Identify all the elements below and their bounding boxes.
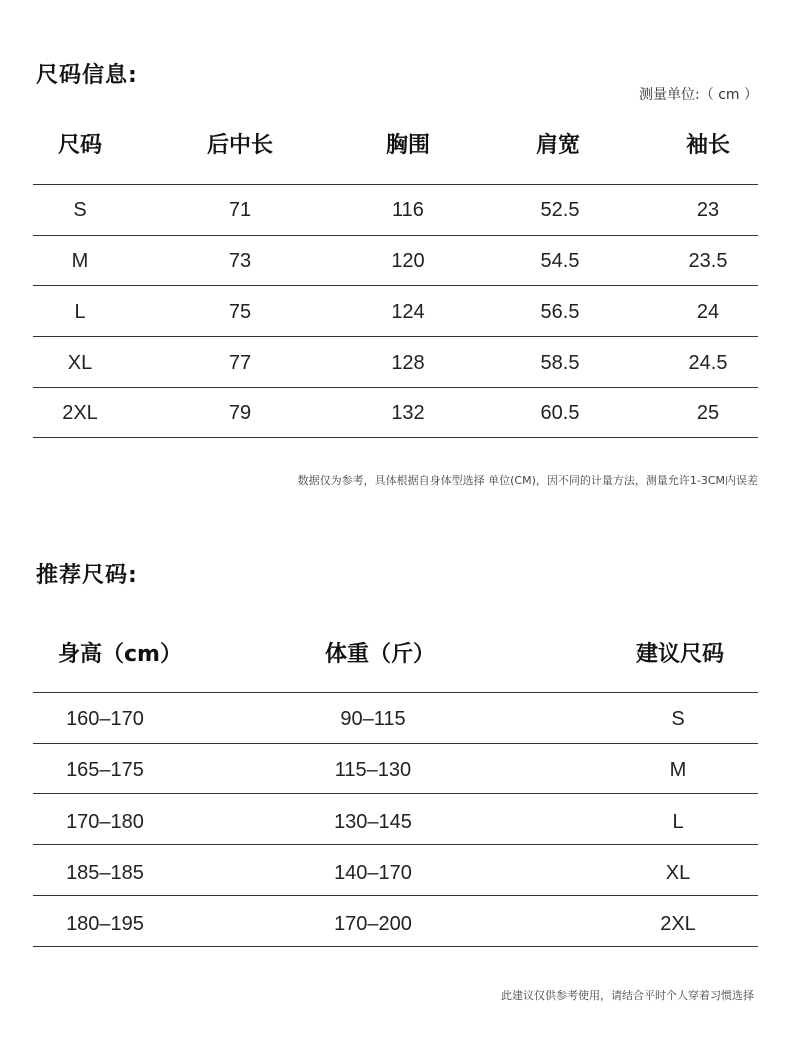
chest-cell: 124 [391,301,425,323]
weight-cell: 170–200 [334,913,412,935]
table-row [0,899,790,949]
divider [33,692,758,693]
header-size: 尺码 [57,133,102,158]
table-row [0,745,790,795]
header-height: 身高（cm） [58,642,182,667]
header-chest: 胸围 [385,133,430,158]
suggested-size-cell: XL [665,862,691,884]
back-length-cell: 75 [228,301,252,323]
back-length-cell: 71 [228,199,252,221]
divider [33,793,758,794]
weight-cell: 115–130 [334,759,412,781]
divider [33,844,758,845]
height-cell: 185–185 [66,862,144,884]
table-row [0,388,790,438]
suggested-size-cell: L [672,811,684,833]
size-cell: M [71,250,89,272]
divider [33,743,758,744]
table-row [0,797,790,847]
divider [33,336,758,337]
table-row [0,236,790,286]
size-cell: XL [67,352,93,374]
height-cell: 160–170 [66,708,144,730]
recommend-footnote: 此建议仅供参考使用，请结合平时个人穿着习惯选择 [501,989,754,1002]
divider [33,437,758,438]
shoulder-cell: 60.5 [540,402,580,424]
size-cell: 2XL [62,402,98,424]
size-footnote: 数据仅为参考，具体根据自身体型选择 单位(CM)，因不同的计量方法，测量允许1-3CM内误差 [297,474,758,487]
header-shoulder: 肩宽 [535,133,580,158]
chest-cell: 128 [391,352,425,374]
divider [33,895,758,896]
weight-cell: 130–145 [334,811,412,833]
shoulder-cell: 58.5 [540,352,580,374]
sleeve-cell: 23.5 [688,250,728,272]
suggested-size-cell: 2XL [660,913,696,935]
table-row [0,338,790,388]
divider [33,946,758,947]
header-back-length: 后中长 [206,133,273,158]
divider [33,285,758,286]
table-row [0,185,790,235]
chest-cell: 116 [392,199,424,221]
sleeve-cell: 24.5 [688,352,728,374]
weight-cell: 90–115 [340,708,406,730]
header-suggested-size: 建议尺码 [635,642,724,667]
height-cell: 165–175 [66,759,144,781]
back-length-cell: 77 [228,352,252,374]
unit-note: 测量单位:（ cm ） [639,87,758,103]
weight-cell: 140–170 [334,862,412,884]
suggested-size-cell: M [669,759,687,781]
suggested-size-cell: S [671,708,685,730]
height-cell: 170–180 [66,811,144,833]
sleeve-cell: 23 [696,199,720,221]
size-cell: L [74,301,86,323]
shoulder-cell: 56.5 [540,301,580,323]
table-row [0,848,790,898]
shoulder-cell: 52.5 [540,199,580,221]
size-info-title: 尺码信息: [36,63,138,88]
header-weight: 体重（斤） [324,642,435,667]
table-row [0,287,790,337]
shoulder-cell: 54.5 [540,250,580,272]
header-sleeve: 袖长 [685,133,730,158]
table-row [0,694,790,744]
sleeve-cell: 24 [696,301,720,323]
sleeve-cell: 25 [696,402,720,424]
chest-cell: 120 [391,250,425,272]
recommend-title: 推荐尺码: [36,563,138,588]
back-length-cell: 73 [228,250,252,272]
back-length-cell: 79 [228,402,252,424]
size-cell: S [73,199,87,221]
height-cell: 180–195 [66,913,144,935]
chest-cell: 132 [391,402,425,424]
